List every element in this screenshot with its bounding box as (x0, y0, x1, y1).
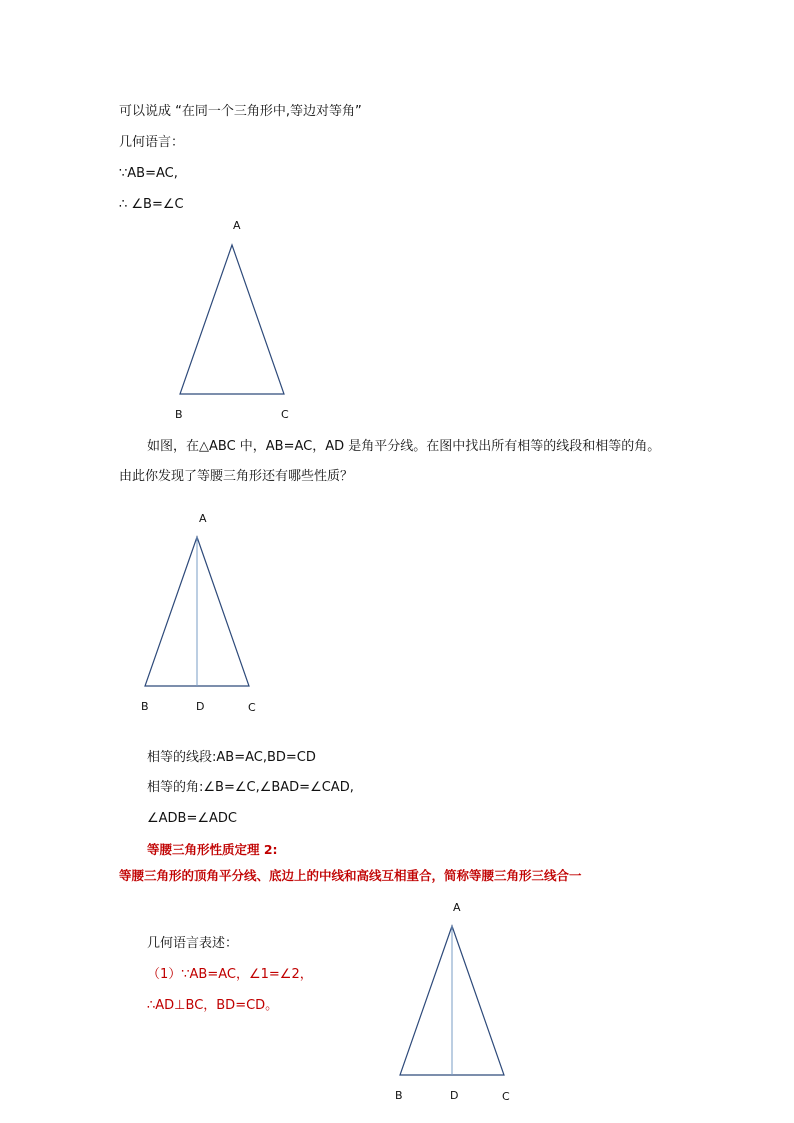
conclusion-line: ∴ ∠B=∠C (119, 197, 184, 212)
geometry-expression-label: 几何语言表述： (147, 936, 239, 951)
intro-line: 可以说成 “在同一个三角形中,等边对等角” (119, 104, 362, 119)
result-line: ∴AD⊥BC，BD=CD。 (147, 998, 279, 1013)
theorem-title: 等腰三角形性质定理 2: (147, 842, 278, 857)
condition-line: （1）∵AB=AC，∠1=∠2， (147, 967, 313, 982)
fig3-label-a: A (453, 901, 461, 914)
geometry-language-label: 几何语言： (119, 135, 185, 150)
fig1-label-c: C (281, 408, 289, 421)
fig2-label-b: B (141, 700, 149, 713)
fig3-label-b: B (395, 1089, 403, 1102)
equal-angles: 相等的角:∠B=∠C,∠BAD=∠CAD, (147, 780, 354, 795)
theorem-body: 等腰三角形的顶角平分线、底边上的中线和高线互相重合，简称等腰三角形三线合一 (119, 868, 582, 883)
fig3-label-d: D (450, 1089, 459, 1102)
fig1-label-a: A (233, 219, 241, 232)
question-paragraph-line1: 如图，在△ABC 中，AB=AC，AD 是角平分线。在图中找出所有相等的线段和相等的角。 (147, 439, 661, 454)
equal-angles-2: ∠ADB=∠ADC (147, 811, 238, 826)
fig2-label-c: C (248, 701, 256, 714)
given-line: ∵AB=AC, (119, 166, 178, 181)
fig2-label-a: A (199, 512, 207, 525)
fig3-label-c: C (502, 1090, 510, 1103)
fig1-label-b: B (175, 408, 183, 421)
fig2-label-d: D (196, 700, 205, 713)
equal-segments: 相等的线段:AB=AC,BD=CD (147, 750, 316, 765)
question-paragraph-line2: 由此你发现了等腰三角形还有哪些性质？ (119, 469, 354, 484)
